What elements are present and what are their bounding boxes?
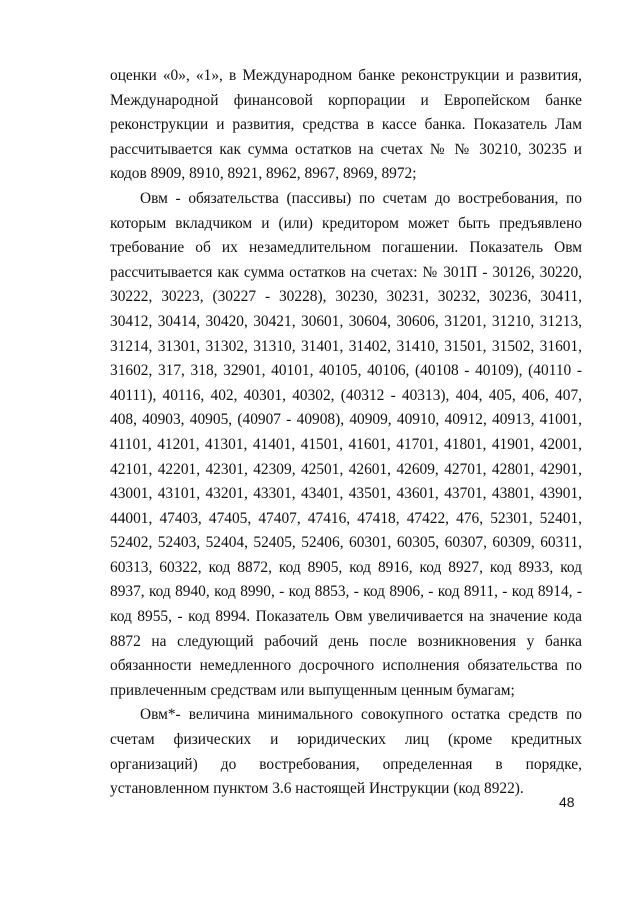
paragraph-lam-definition: оценки «0», «1», в Международном банке реконструкции и развития, Международной финансовой корпорации и Европейском банке реконструкции и развития, средства в кассе банка. Показатель Лам рассчитывается как сумма остатков на счетах № № 30210, 30235 и кодов 8909, 8910, 8921, 8962, 8967, 8969, 8972; [110, 67, 582, 183]
page-number: 48 [559, 794, 575, 810]
paragraph-ovm-definition: Овм - обязательства (пассивы) по счетам до востребования, по которым вкладчиком и (или) кредитором может быть предъявлено требование об их незамедлительном погашении. Показатель Овм рассчитывается как сумма остатков на счетах: № 301П - 30126, 30220, 30222, 30223, (30227 - 30228), 30230, 30231, 30232, 30236, 30411, 30412, 30414, 30420, 30421, 30601, 30604, 30606, 31201, 31210, 31213, 31214, 31301, 31302, 31310, 31401, 31402, 31410, 31501, 31502, 31601, 31602, 317, 318, 32901, 40101, 40105, 40106, (40108 - 40109), (40110 - 40111), 40116, 402, 40301, 40302, (40312 - 40313), 404, 405, 406, 407, 408, 40903, 40905, (40907 - 40908), 40909, 40910, 40912, 40913, 41001, 41101, 41201, 41301, 41401, 41501, 41601, 41701, 41801, 41901, 42001, 42101, 42201, 42301, 42309, 42501, 42601, 42609, 42701, 42801, 42901, 43001, 43101, 43201, 43301, 43401, 43501, 43601, 43701, 43801, 43901, 44001, 47403, 47405, 47407, 47416, 47418, 47422, 476, 52301, 52401, 52402, 52403, 52404, 52405, 52406, 60301, 60305, 60307, 60309, 60311, 60313, 60322, код 8872, код 8905, код 8916, код 8927, код 8933, код 8937, код 8940, код 8990, - код 8853, - код 8906, - код 8911, - код 8914, - код 8955, - код 8994. Показатель Овм увеличивается на значение кода 8872 на следующий рабочий день после возникновения у банка обязанности немедленного досрочного исполнения обязательства по привлеченным средствам или выпущенным ценным бумагам; [110, 189, 582, 699]
paragraph-ovm-star-definition: Овм*- величина минимального совокупного остатка средств по счетам физических и юридических лиц (кроме кредитных организаций) до востребования, определенная в порядке, установленном пунктом 3.6 настоящей Инструкции (код 8922). [110, 706, 582, 798]
document-body [110, 64, 582, 802]
